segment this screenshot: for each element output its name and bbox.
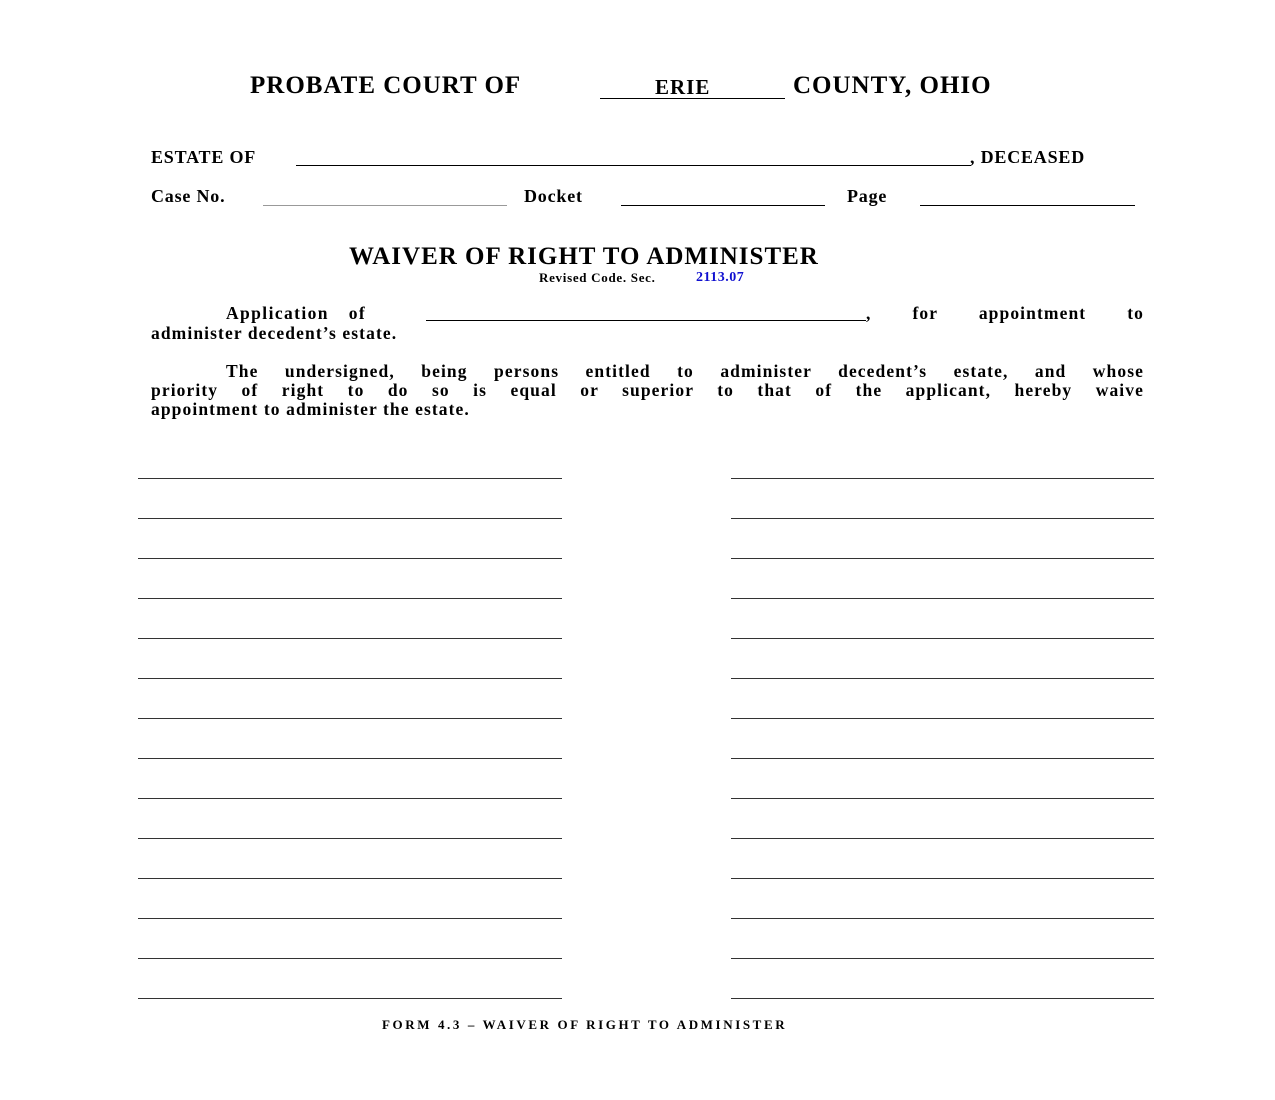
signature-line-left[interactable]	[138, 958, 562, 959]
deceased-label: , DECEASED	[970, 147, 1086, 167]
signature-line-right[interactable]	[731, 718, 1154, 719]
signature-line-left[interactable]	[138, 638, 562, 639]
page-label: Page	[847, 186, 888, 206]
county-value: ERIE	[655, 75, 711, 99]
docket-label: Docket	[524, 186, 583, 206]
signature-line-left[interactable]	[138, 478, 562, 479]
signature-line-right[interactable]	[731, 758, 1154, 759]
docket-field[interactable]	[621, 186, 825, 206]
signature-line-right[interactable]	[731, 478, 1154, 479]
court-suffix: COUNTY, OHIO	[793, 72, 992, 99]
signature-line-right[interactable]	[731, 958, 1154, 959]
signature-line-right[interactable]	[731, 878, 1154, 879]
signature-line-left[interactable]	[138, 878, 562, 879]
signature-line-right[interactable]	[731, 638, 1154, 639]
signature-line-right[interactable]	[731, 558, 1154, 559]
signature-line-left[interactable]	[138, 918, 562, 919]
signature-line-left[interactable]	[138, 518, 562, 519]
signature-line-left[interactable]	[138, 678, 562, 679]
signature-line-right[interactable]	[731, 678, 1154, 679]
signature-line-left[interactable]	[138, 998, 562, 999]
signature-line-right[interactable]	[731, 518, 1154, 519]
form-footer: FORM 4.3 – WAIVER OF RIGHT TO ADMINISTER	[382, 1017, 788, 1032]
revised-code-link[interactable]: 2113.07	[696, 270, 745, 285]
signature-line-right[interactable]	[731, 838, 1154, 839]
signature-line-left[interactable]	[138, 838, 562, 839]
signature-line-left[interactable]	[138, 558, 562, 559]
applicant-name-field[interactable]	[426, 300, 866, 321]
signature-line-left[interactable]	[138, 598, 562, 599]
application-label: Application of	[226, 303, 367, 323]
page-field[interactable]	[920, 186, 1135, 206]
application-line-end: , for appointment to	[866, 303, 1144, 323]
application-line-2: administer decedent’s estate.	[151, 323, 398, 343]
estate-name-field[interactable]	[296, 145, 971, 166]
form-title: WAIVER OF RIGHT TO ADMINISTER	[349, 243, 819, 270]
case-no-label: Case No.	[151, 186, 226, 206]
revised-code-label: Revised Code. Sec.	[539, 270, 656, 285]
waiver-line-2: priority of right to do so is equal or superior to that of the applicant, hereby waive	[151, 380, 1144, 400]
case-no-field[interactable]	[263, 186, 507, 206]
signature-line-left[interactable]	[138, 718, 562, 719]
signature-line-right[interactable]	[731, 918, 1154, 919]
signature-line-left[interactable]	[138, 758, 562, 759]
waiver-line-3: appointment to administer the estate.	[151, 399, 470, 419]
court-prefix: PROBATE COURT OF	[250, 72, 522, 99]
signature-line-left[interactable]	[138, 798, 562, 799]
signature-line-right[interactable]	[731, 998, 1154, 999]
signature-line-right[interactable]	[731, 598, 1154, 599]
estate-label: ESTATE OF	[151, 147, 257, 167]
waiver-line-1: The undersigned, being persons entitled to administer decedent’s estate, and whose	[226, 361, 1144, 381]
signature-line-right[interactable]	[731, 798, 1154, 799]
